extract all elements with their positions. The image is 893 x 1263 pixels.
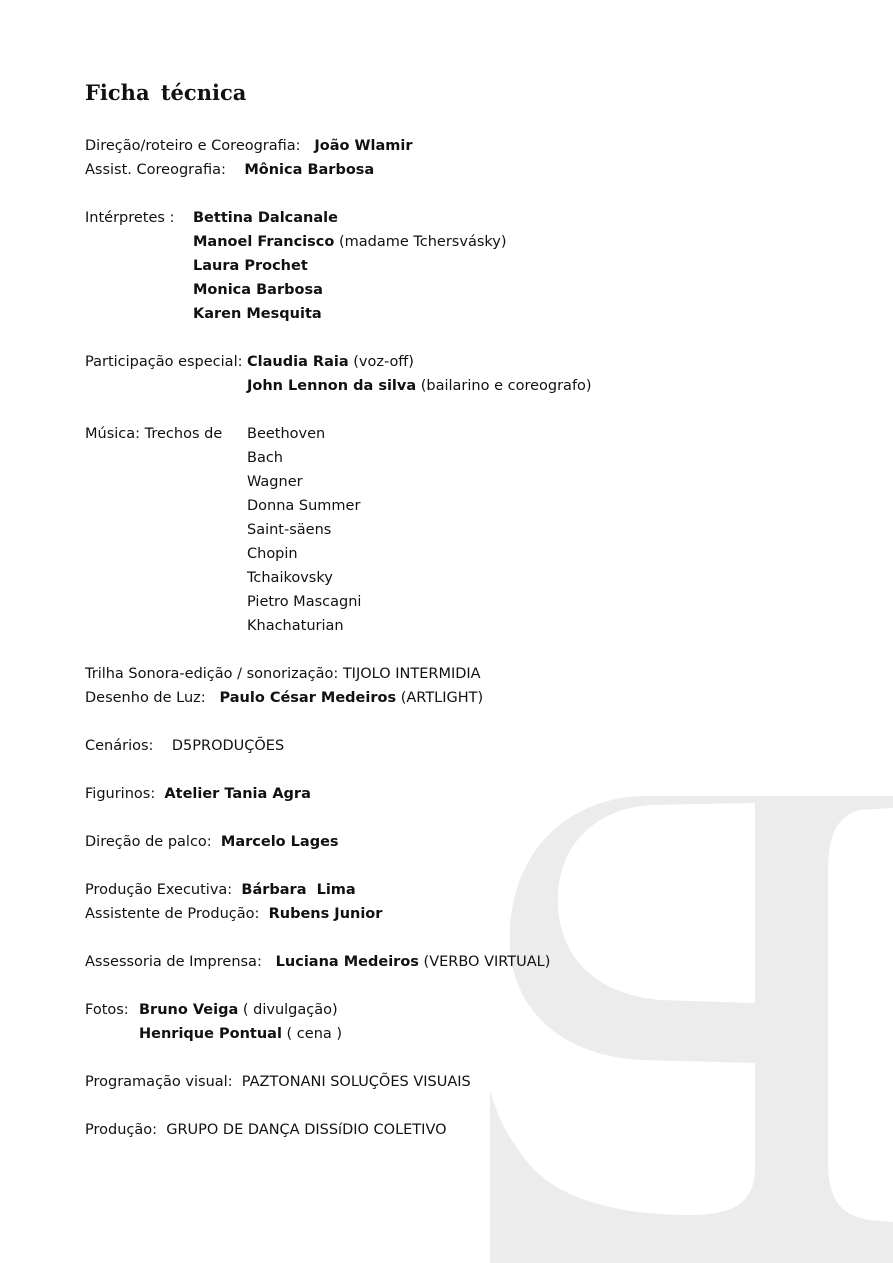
- interprete-item: Bettina Dalcanale: [193, 210, 338, 226]
- composer-item: Khachaturian: [247, 618, 344, 634]
- producao-label: Produção:: [85, 1122, 158, 1138]
- programacao-line: [85, 1070, 471, 1094]
- composer-item: Bach: [247, 450, 283, 466]
- watermark-shape: [490, 796, 893, 1263]
- composer-item: Tchaikovsky: [247, 570, 333, 586]
- figurinos-label: Figurinos:: [85, 786, 156, 802]
- trilha-line: Trilha Sonora-edição / sonorização: TIJOLO INTERMIDIA: [85, 666, 481, 682]
- palco-name: Marcelo Lages: [220, 834, 339, 850]
- fotos-item: Henrique Pontual ( cena ): [139, 1026, 343, 1042]
- musica-label: Música: Trechos de: [85, 426, 223, 442]
- fotos-label: Fotos:: [85, 1002, 129, 1018]
- assist-name: Mônica Barbosa: [244, 162, 375, 178]
- imprensa-name: Luciana Medeiros: [275, 954, 419, 970]
- figurinos-name: Atelier Tania Agra: [164, 786, 311, 802]
- composer-item: Beethoven: [247, 426, 326, 442]
- luz-label: Desenho de Luz:: [85, 690, 206, 706]
- interprete-item: Manoel Francisco (madame Tchersvásky): [193, 234, 507, 250]
- imprensa-line: [85, 950, 550, 974]
- assist-producao-label: Assistente de Produção:: [85, 906, 260, 922]
- direcao-label: Direção/roteiro e Coreografia:: [85, 138, 301, 154]
- composer-item: Saint-säens: [247, 522, 332, 538]
- interprete-item: Karen Mesquita: [193, 306, 322, 322]
- participacao-item: John Lennon da silva (bailarino e coreografo): [247, 378, 592, 394]
- luz-note: (ARTLIGHT): [400, 690, 484, 706]
- direcao-name: João Wlamir: [314, 138, 413, 154]
- producao-line: [85, 1118, 447, 1142]
- producao-value: GRUPO DE DANÇA DISSíDIO COLETIVO: [166, 1122, 447, 1138]
- composer-item: Chopin: [247, 546, 298, 562]
- fotos-item: Bruno Veiga ( divulgação): [139, 1002, 338, 1018]
- composer-item: Pietro Mascagni: [247, 594, 362, 610]
- palco-label: Direção de palco:: [85, 834, 212, 850]
- participacao-label: Participação especial:: [85, 354, 243, 370]
- participacao-item: Claudia Raia (voz-off): [247, 354, 414, 370]
- producao-exec-name: Bárbara Lima: [241, 882, 356, 898]
- producao-exec-label: Produção Executiva:: [85, 882, 233, 898]
- composer-item: Wagner: [247, 474, 303, 490]
- assist-producao-name: Rubens Junior: [268, 906, 383, 922]
- assist-label: Assist. Coreografia:: [85, 162, 226, 178]
- cenarios-value: D5PRODUÇÕES: [171, 738, 285, 754]
- assist-line: [85, 158, 374, 182]
- imprensa-label: Assessoria de Imprensa:: [85, 954, 262, 970]
- interprete-item: Laura Prochet: [193, 258, 308, 274]
- interprete-item: Monica Barbosa: [193, 282, 323, 298]
- composer-item: Donna Summer: [247, 498, 361, 514]
- luz-name: Paulo César Medeiros: [219, 690, 397, 706]
- producao-exec-line: [85, 878, 356, 902]
- luz-line: [85, 686, 483, 710]
- cenarios-line: [85, 734, 284, 758]
- imprensa-note: (VERBO VIRTUAL): [423, 954, 551, 970]
- programacao-label: Programação visual:: [85, 1074, 233, 1090]
- palco-line: [85, 830, 339, 854]
- interpretes-label: Intérpretes :: [85, 210, 175, 226]
- figurinos-line: [85, 782, 311, 806]
- page-title: Ficha técnica: [85, 80, 247, 105]
- programacao-value: PAZTONANI SOLUÇÕES VISUAIS: [241, 1074, 471, 1090]
- assist-producao-line: [85, 902, 382, 926]
- direcao-line: [85, 134, 413, 158]
- cenarios-label: Cenários:: [85, 738, 154, 754]
